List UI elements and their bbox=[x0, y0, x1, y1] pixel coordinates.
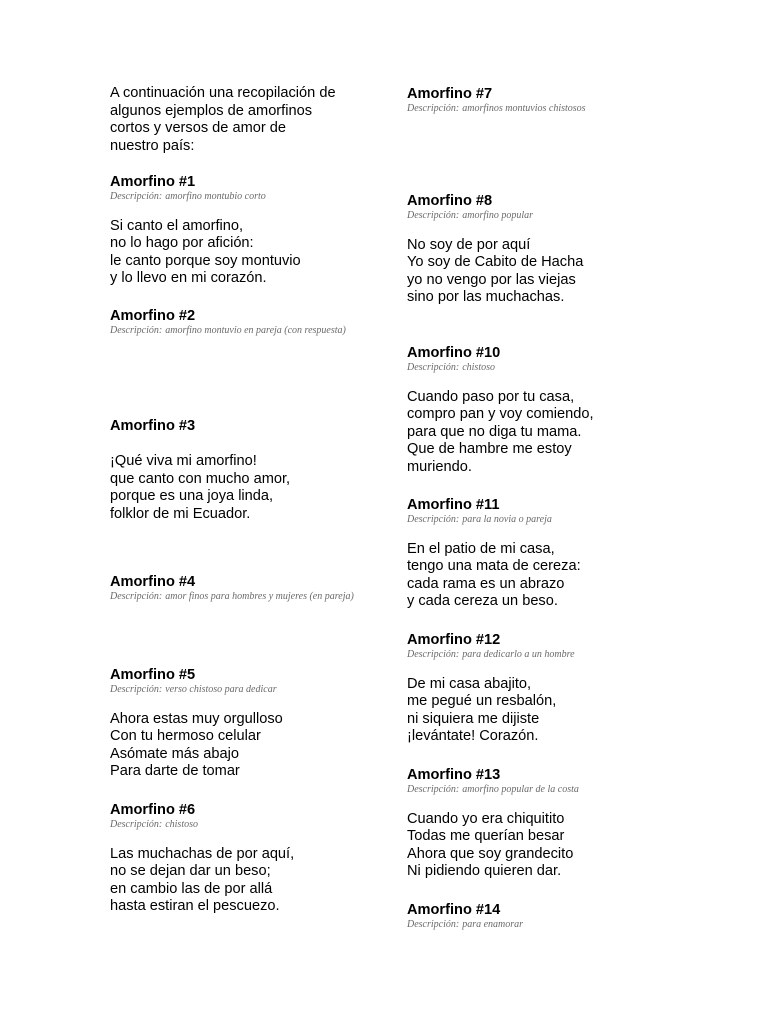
amorfino-verse: Las muchachas de por aquí, no se dejan dar un beso; en cambio las de por allá hasta estiran el pescuezo. bbox=[110, 845, 295, 915]
description-label: Descripción: bbox=[407, 362, 460, 373]
amorfino-verse: ¡Qué viva mi amorfino! que canto con mucho amor, porque es una joya linda, folklor de mi Ecuador. bbox=[110, 453, 291, 522]
description-text: chistoso bbox=[165, 819, 198, 830]
amorfino-13 bbox=[407, 767, 707, 881]
description-text: amorfino popular de la costa bbox=[462, 784, 579, 795]
description-text: para enamorar bbox=[462, 919, 524, 930]
amorfino-description bbox=[407, 919, 662, 932]
amorfino-title: Amorfino #5 bbox=[110, 667, 196, 683]
amorfino-verse: Ahora estas muy orgulloso Con tu hermoso celular Asómate más abajo Para darte de tomar bbox=[110, 710, 283, 780]
description-text: chistoso bbox=[462, 362, 495, 373]
description-label: Descripción: bbox=[110, 191, 163, 202]
amorfino-title: Amorfino #2 bbox=[110, 308, 196, 324]
amorfino-title: Amorfino #3 bbox=[110, 418, 196, 434]
description-text: para la novia o pareja bbox=[462, 514, 552, 525]
description-label: Descripción: bbox=[407, 514, 460, 525]
amorfino-description bbox=[407, 784, 662, 797]
amorfino-4 bbox=[110, 574, 380, 604]
amorfino-title: Amorfino #10 bbox=[407, 345, 501, 361]
description-label: Descripción: bbox=[110, 591, 163, 602]
description-label: Descripción: bbox=[110, 684, 163, 695]
amorfino-description bbox=[407, 362, 662, 375]
amorfino-title: Amorfino #4 bbox=[110, 574, 196, 590]
description-text: amorfinos montuvios chistosos bbox=[462, 103, 586, 114]
amorfino-8 bbox=[407, 193, 707, 307]
amorfino-verse: No soy de por aquí Yo soy de Cabito de Hacha yo no vengo por las viejas sino por las muchachas. bbox=[407, 236, 584, 306]
description-text: amor finos para hombres y mujeres (en pareja) bbox=[165, 591, 354, 602]
description-label: Descripción: bbox=[110, 819, 163, 830]
description-label: Descripción: bbox=[407, 919, 460, 930]
amorfino-10 bbox=[407, 345, 707, 476]
amorfino-title: Amorfino #1 bbox=[110, 174, 196, 190]
description-label: Descripción: bbox=[407, 649, 460, 660]
description-label: Descripción: bbox=[110, 325, 163, 336]
amorfino-title: Amorfino #7 bbox=[407, 86, 493, 102]
description-label: Descripción: bbox=[407, 103, 460, 114]
amorfino-title: Amorfino #12 bbox=[407, 632, 501, 648]
amorfino-verse: En el patio de mi casa, tengo una mata de cereza: cada rama es un abrazo y cada cereza un beso. bbox=[407, 540, 581, 610]
amorfino-verse: Cuando paso por tu casa, compro pan y voy comiendo, para que no diga tu mama. Que de hambre me estoy muriendo. bbox=[407, 388, 594, 475]
amorfino-1 bbox=[110, 174, 380, 288]
amorfino-verse: Cuando yo era chiquitito Todas me querían besar Ahora que soy grandecito Ni pidiendo quieren dar. bbox=[407, 810, 574, 880]
amorfino-11 bbox=[407, 497, 707, 611]
amorfino-description bbox=[407, 649, 662, 662]
intro-paragraph: A continuación una recopilación de algunos ejemplos de amorfinos cortos y versos de amor de nuestro país: bbox=[110, 85, 336, 154]
amorfino-title: Amorfino #6 bbox=[110, 802, 196, 818]
description-text: verso chistoso para dedicar bbox=[165, 684, 277, 695]
amorfino-description bbox=[110, 325, 365, 338]
amorfino-description bbox=[407, 210, 662, 223]
amorfino-description bbox=[110, 591, 365, 604]
description-text: amorfino montubio corto bbox=[165, 191, 266, 202]
amorfino-description bbox=[407, 103, 662, 116]
description-label: Descripción: bbox=[407, 210, 460, 221]
amorfino-title: Amorfino #13 bbox=[407, 767, 501, 783]
amorfino-title: Amorfino #11 bbox=[407, 497, 500, 513]
description-label: Descripción: bbox=[407, 784, 460, 795]
amorfino-5 bbox=[110, 667, 380, 781]
amorfino-description bbox=[110, 819, 365, 832]
amorfino-title: Amorfino #14 bbox=[407, 902, 501, 918]
amorfino-6 bbox=[110, 802, 380, 916]
amorfino-3 bbox=[110, 418, 380, 523]
amorfino-description bbox=[110, 191, 365, 204]
amorfino-12 bbox=[407, 632, 707, 746]
description-text: amorfino montuvio en pareja (con respuesta) bbox=[165, 325, 346, 336]
amorfino-2 bbox=[110, 308, 380, 338]
amorfino-7 bbox=[407, 86, 707, 116]
amorfino-title: Amorfino #8 bbox=[407, 193, 493, 209]
amorfino-description bbox=[110, 684, 365, 697]
description-text: para dedicarlo a un hombre bbox=[462, 649, 575, 660]
amorfino-14 bbox=[407, 902, 707, 932]
amorfino-description bbox=[407, 514, 662, 527]
amorfino-verse: Si canto el amorfino, no lo hago por afición: le canto porque soy montuvio y lo llevo en mi corazón. bbox=[110, 217, 301, 287]
description-text: amorfino popular bbox=[462, 210, 534, 221]
amorfino-verse: De mi casa abajito, me pegué un resbalón, ni siquiera me dijiste ¡levántate! Corazón. bbox=[407, 675, 557, 745]
